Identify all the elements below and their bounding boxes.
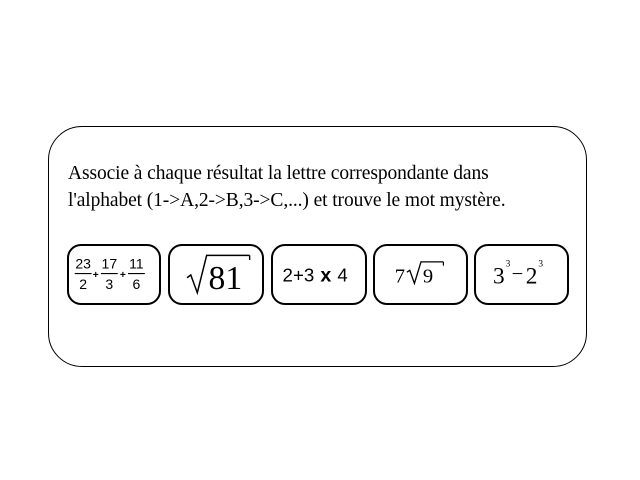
- expression-tile-sqrt-81[interactable]: [168, 244, 264, 305]
- fraction-3-denominator: 6: [132, 275, 141, 292]
- root-radicand: 9: [422, 265, 434, 288]
- fraction-2-numerator: 17: [101, 255, 118, 272]
- power-1-exponent: 3: [505, 259, 511, 270]
- instruction-line-1: Associe à chaque résultat la lettre correspondante dans: [68, 163, 489, 184]
- expression-tile-7-sqrt-9[interactable]: [373, 244, 468, 305]
- puzzle-card: [48, 126, 587, 367]
- power-1-base: 3: [493, 263, 505, 290]
- arithmetic-expression: [273, 246, 365, 303]
- 7-sqrt-9-expression: [375, 246, 466, 303]
- fraction-1-denominator: 2: [79, 275, 88, 292]
- fraction-3-numerator: 11: [129, 255, 144, 272]
- expression-tile-powers[interactable]: [474, 244, 569, 305]
- plus-operator-1: +: [92, 269, 99, 281]
- arithmetic-left-part: 2+3: [282, 264, 315, 286]
- expression-tile-arithmetic[interactable]: [271, 244, 367, 305]
- svg-text:2+3 x 4: [283, 265, 348, 287]
- root-coefficient: 7: [394, 265, 406, 288]
- sqrt-radicand: 81: [208, 259, 243, 297]
- power-2-exponent: 3: [538, 259, 543, 270]
- expression-tile-fractions[interactable]: [67, 244, 161, 305]
- fraction-2-denominator: 3: [105, 275, 114, 292]
- fraction-1-numerator: 23: [75, 255, 91, 272]
- plus-operator-2: +: [119, 269, 126, 281]
- fractions-expression: [69, 246, 159, 303]
- arithmetic-right-part: 4: [337, 264, 348, 286]
- times-operator: x: [320, 264, 332, 287]
- minus-operator: −: [511, 263, 524, 286]
- instruction-text: [68, 160, 583, 214]
- powers-expression: [476, 246, 567, 303]
- power-2-base: 2: [525, 263, 538, 290]
- instruction-line-2: l'alphabet (1->A,2->B,3->C,...) et trouve le mot mystère.: [68, 190, 506, 211]
- sqrt-81-expression: [170, 246, 262, 303]
